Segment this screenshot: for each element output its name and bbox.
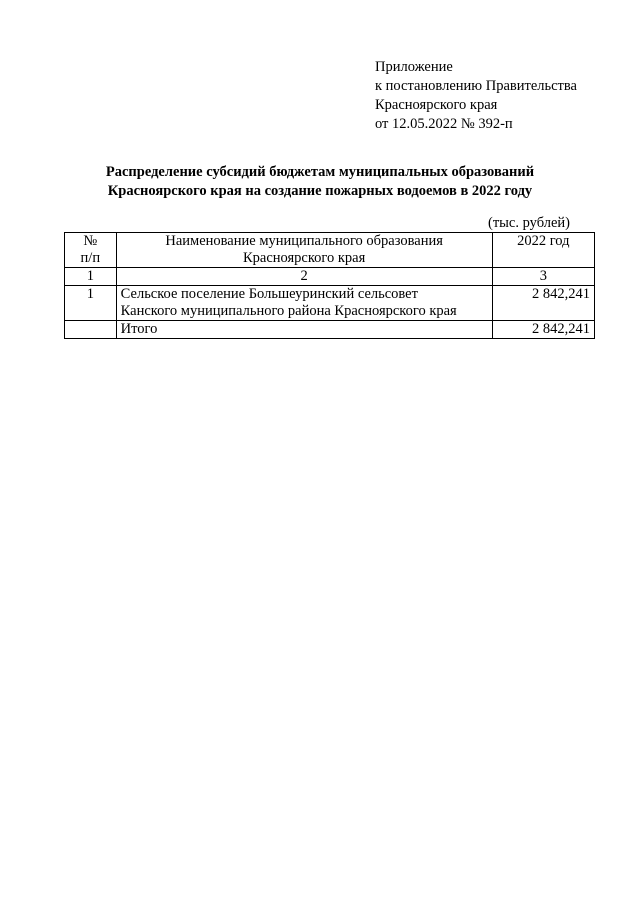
column-number-2: 2	[116, 268, 492, 286]
header-name-line-1: Наименование муниципального образования	[165, 233, 443, 249]
units-label: (тыс. рублей)	[488, 215, 570, 231]
header-num	[65, 233, 117, 268]
header-year: 2022 год	[492, 233, 594, 268]
column-number-3: 3	[492, 268, 594, 286]
appendix-line-3: Красноярского края	[375, 97, 498, 113]
subsidy-table	[64, 232, 595, 339]
row-name-line-1: Сельское поселение Большеуринский сельсовет	[120, 286, 418, 302]
appendix-block	[375, 58, 577, 134]
header-name-line-2: Красноярского края	[242, 250, 366, 266]
row-name-line-2: Канского муниципального района Красноярского края	[120, 303, 457, 319]
column-number-1: 1	[65, 268, 117, 286]
document-title	[60, 163, 580, 201]
row-num: 1	[65, 286, 117, 321]
total-num	[65, 321, 117, 339]
total-value: 2 842,241	[492, 321, 594, 339]
row-value: 2 842,241	[492, 286, 594, 321]
table-row	[65, 286, 595, 321]
title-line-1: Распределение субсидий бюджетам муниципальных образований	[105, 164, 535, 180]
title-line-2: Красноярского края на создание пожарных водоемов в 2022 году	[107, 183, 533, 199]
table-header-row	[65, 233, 595, 268]
appendix-line-2: к постановлению Правительства	[375, 78, 577, 94]
header-name	[116, 233, 492, 268]
column-number-row	[65, 268, 595, 286]
row-name	[116, 286, 492, 321]
appendix-line-1: Приложение	[375, 59, 453, 75]
total-row	[65, 321, 595, 339]
header-num-line-2: п/п	[80, 250, 101, 266]
appendix-line-4: от 12.05.2022 № 392-п	[375, 116, 513, 132]
total-label: Итого	[116, 321, 492, 339]
header-num-line-1: №	[83, 233, 98, 249]
